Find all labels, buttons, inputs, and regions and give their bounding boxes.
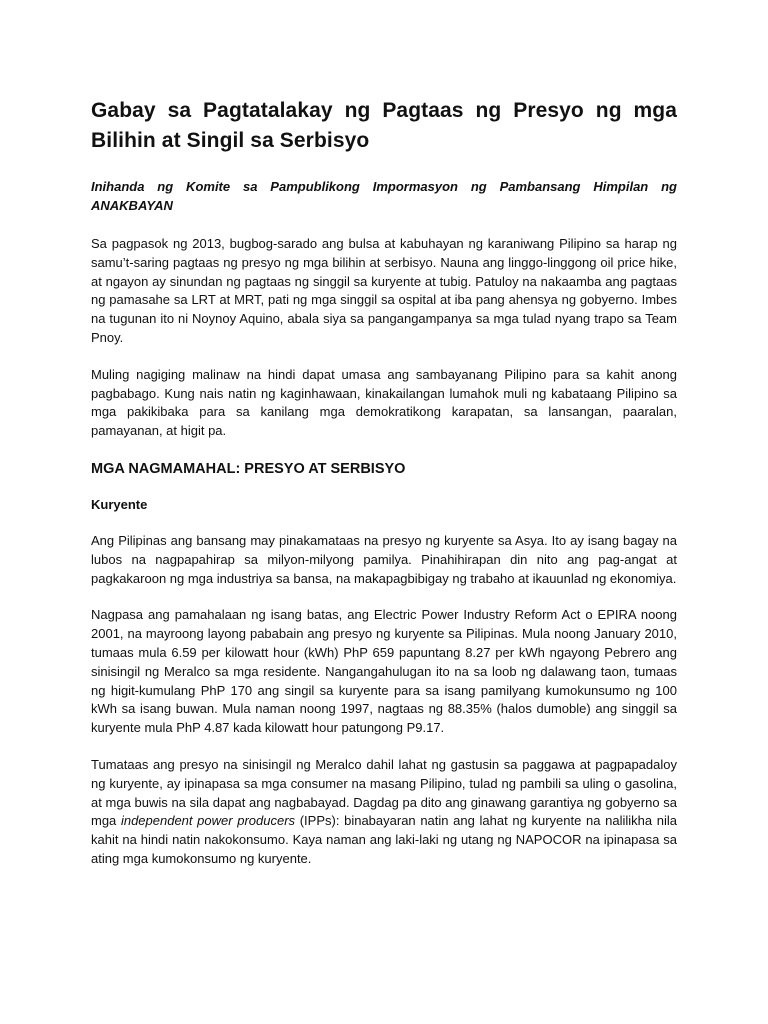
ipp-italic-term: independent power producers [120, 813, 296, 829]
intro-paragraph-2: Muling nagiging malinaw na hindi dapat umasa ang sambayanang Pilipino para sa kahit anong pagbabago. Kung nais natin ng kaginhawaan, kinakailangan lumahok muli ng kabataang Pilipino sa mga pakikibaka para sa kanilang mga demokratikong karapatan, sa lansangan, paaralan, pamayanan, at higit pa. [91, 366, 677, 439]
paragraph-text-part-1: Tumataas ang presyo na sinisingil ng Meralco dahil lahat ng gastusin sa paggawa at pagpapadaloy ng kuryente, ay ipinapasa sa mga consumer na masang Pilipino, tulad ng pambili sa uling o gasolina, at mga buwis na sila dapat ang nagbabayad. Dagdag pa dito ang ginawang garantiya ng gobyerno sa mga [91, 756, 677, 829]
intro-paragraph-1: Sa pagpasok ng 2013, bugbog-sarado ang bulsa at kabuhayan ng karaniwang Pilipino sa harap ng samu’t-saring pagtaas ng presyo ng mga bilihin at serbisyo. Nauna ang linggo-linggong oil price hike, at ngayon ay sinundan ng pagtaas ng singgil sa kuryente at tubig. Patuloy na nakaamba ang pagtaas ng pamasahe sa LRT at MRT, pati ng mga singgil sa ospital at iba pang ahensya ng gobyerno. Imbes na tugunan ito ni Noynoy Aquino, abala siya sa pangangampanya sa mga tulad nyang trapo sa Team Pnoy. [91, 236, 677, 345]
sub-heading-kuryente: Kuryente [91, 496, 148, 512]
kuryente-paragraph-1: Ang Pilipinas ang bansang may pinakamataas na presyo ng kuryente sa Asya. Ito ay isang bagay na lubos na nagpapahirap sa milyon-milyong pamilya. Pinahihirapan din nito ang pag-angat at pagkakaroon ng mga industriya sa bansa, na makapagbibigay ng trabaho at ikauunlad ng ekonomiya. [91, 532, 677, 586]
paragraph-text-part-2: (IPPs): binabayaran natin ang lahat ng kuryente na nalilikha nila kahit na hindi natin nakokonsumo. Kaya naman ang laki-laki ng utang ng NAPOCOR na ipinapasa sa ating mga kumokonsumo ng kuryente. [91, 813, 677, 866]
document-body [91, 96, 677, 887]
document-title: Gabay sa Pagtatalakay ng Pagtaas ng Presyo ng mga Bilihin at Singil sa Serbisyo [91, 99, 677, 152]
document-subtitle: Inihanda ng Komite sa Pampublikong Impormasyon ng Pambansang Himpilan ng ANAKBAYAN [91, 179, 677, 213]
kuryente-paragraph-2: Nagpasa ang pamahalaan ng isang batas, ang Electric Power Industry Reform Act o EPIRA noong 2001, na mayroong layong pababain ang presyo ng kuryente sa Pilipinas. Mula noong January 2010, tumaas mula 6.59 per kilowatt hour (kWh) PhP 659 papuntang 8.27 per kWh ngayong Pebrero ang sinisingil ng Meralco sa mga residente. Nangangahulugan ito na sa loob ng dalawang taon, tumaas ng higit-kumulang PhP 170 ang singil sa kuryente para sa isang pamilyang kumokunsumo ng 100 kWh sa isang buwan. Mula naman noong 1997, nagtaas ng 88.35% (halos dumoble) ang singgil sa kuryente mula PhP 4.87 kada kilowatt hour patungong P9.17. [91, 607, 677, 736]
section-heading: MGA NAGMAMAHAL: PRESYO AT SERBISYO [91, 460, 406, 477]
kuryente-paragraph-3 [91, 756, 677, 869]
